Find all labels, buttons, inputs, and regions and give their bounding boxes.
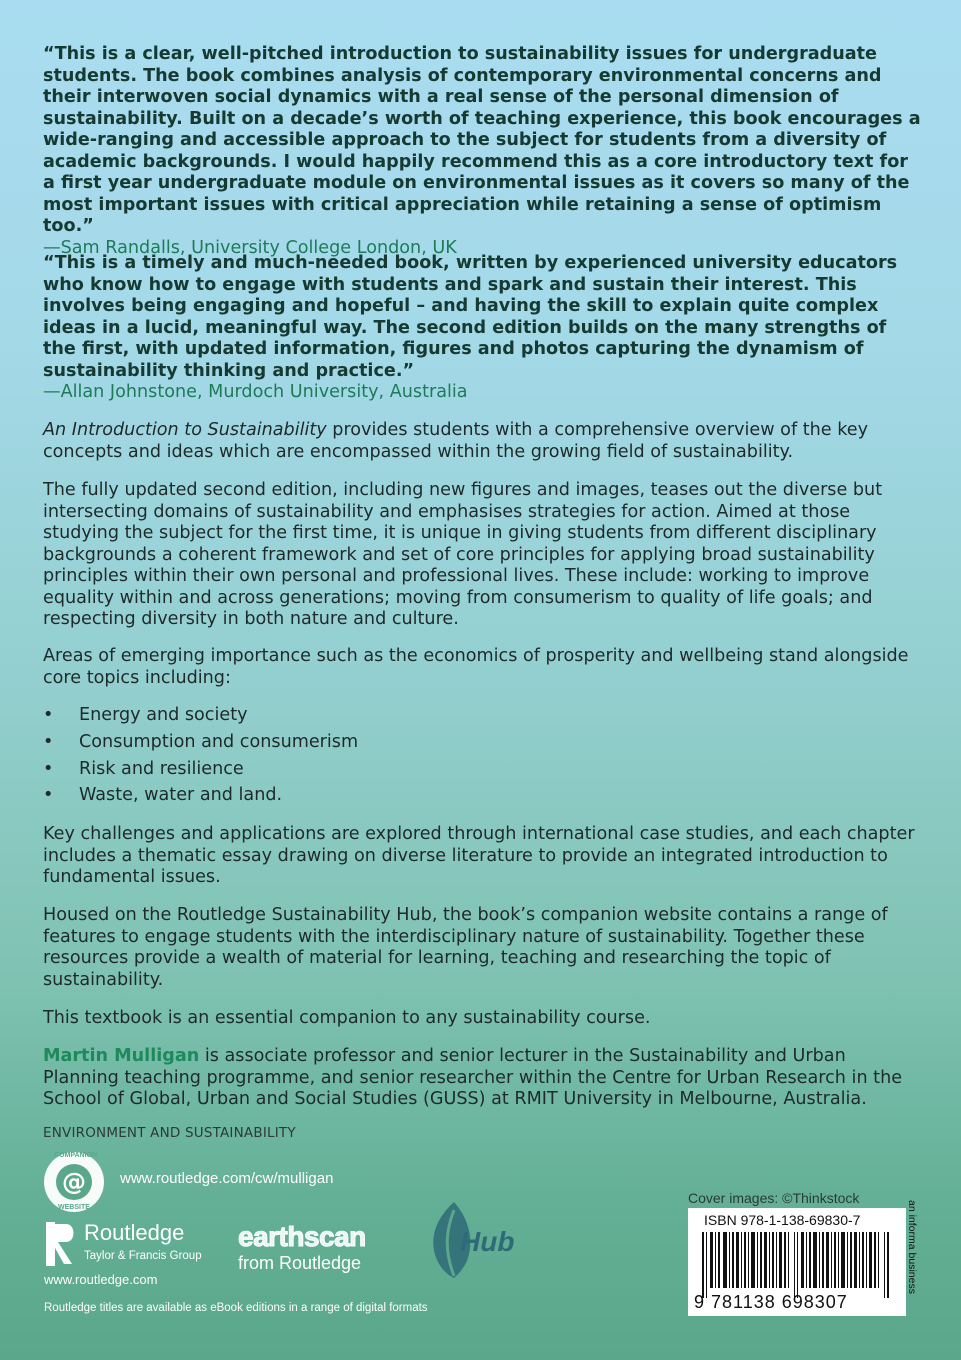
bullet-icon: • <box>43 785 54 806</box>
routledge-url-link[interactable]: www.routledge.com <box>44 1272 158 1287</box>
author-bio-text: is associate professor and senior lecturer in the Sustainability and Urban Planning teaching programme, and senior researcher within the Centre for Urban Research in the School of Global, Urban and Social Studies (GUSS) at RMIT University in Melbourne, Australia. <box>43 1046 903 1109</box>
bullet-icon: • <box>43 731 54 752</box>
essential-companion-paragraph: This textbook is an essential companion to any sustainability course. <box>43 1008 651 1028</box>
barcode-icon <box>698 1232 898 1298</box>
routledge-r-icon <box>44 1222 78 1266</box>
companion-badge-top: COMPANION <box>54 1152 98 1159</box>
hub-label: Hub <box>460 1226 515 1257</box>
quote-1-attribution: —Sam Randalls, University College London, UK <box>43 237 457 258</box>
sustainability-hub-logo <box>424 1200 534 1280</box>
author-bio <box>43 1046 923 1111</box>
earthscan-logo <box>238 1222 398 1280</box>
intro-paragraph <box>43 420 893 463</box>
companion-website-badge <box>42 1150 106 1214</box>
quote-1-text: “This is a clear, well-pitched introduction to sustainability issues for undergraduate students. The book combines analysis of contemporary environmental concerns and their interwoven social dynamics with a real sense of the personal dimension of sustainability. Built on a decade’s worth of teaching experience, this book encourages a wide-ranging and accessible approach to the subject for students from a diversity of academic backgrounds. I would happily recommend this as a core introductory text for a first year undergraduate module on environmental issues as it covers so many of the most important issues with critical appreciation while retaining a sense of optimism too.” <box>43 44 921 236</box>
earthscan-wordmark: earthscan <box>238 1221 366 1252</box>
description-paragraph: The fully updated second edition, including new figures and images, teases out the diverse but intersecting domains of sustainability and emphasises strategies for action. Aimed at those studying the subject for the first time, it is unique in giving students from different disciplinary backgrounds a coherent framework and set of core principles for applying broad sustainability principles within their own personal and professional lives. These include: working to improve equality within and across generations; moving from consumerism to quality of life goals; and respecting diversity in both nature and culture. <box>43 480 883 629</box>
informa-side-label <box>902 1200 922 1320</box>
companion-badge-bottom: WEBSITE <box>58 1204 90 1211</box>
cover-images-credit: Cover images: ©Thinkstock <box>688 1190 860 1206</box>
bullet-icon: • <box>43 758 54 779</box>
informa-text: an informa business <box>906 1200 918 1294</box>
list-item: • Consumption and consumerism <box>43 729 643 756</box>
quote-2-text: “This is a timely and much-needed book, written by experienced university educators who know how to engage with students and spark and sustain their interest. This involves being engaging and hopeful – and having the skill to explain quite complex ideas in a lucid, meaningful way. The second edition builds on the many strengths of the first, with updated information, figures and photos capturing the dynamism of sustainability thinking and practice.” <box>43 253 898 381</box>
quote-2-attribution: —Allan Johnstone, Murdoch University, Australia <box>43 382 468 402</box>
list-item: • Energy and society <box>43 702 643 729</box>
author-name: Martin Mulligan <box>43 1046 200 1066</box>
series-label: ENVIRONMENT AND SUSTAINABILITY <box>43 1125 296 1141</box>
routledge-group: Taylor & Francis Group <box>84 1250 202 1262</box>
topics-list <box>43 702 643 809</box>
bullet-icon: • <box>43 705 54 725</box>
companion-website-paragraph: Housed on the Routledge Sustainability Hub, the book’s companion website contains a range of features to engage students with the interdisciplinary nature of sustainability. Together these resources provide a wealth of material for learning, teaching and researching the topic of sustainability. <box>43 905 888 990</box>
topics-intro-paragraph: Areas of emerging importance such as the economics of prosperity and wellbeing stand alongside core topics including: <box>43 646 909 688</box>
isbn-digits: 9 781138 698307 <box>694 1292 848 1312</box>
review-quote-1 <box>43 44 923 259</box>
ebook-note: Routledge titles are available as eBook editions in a range of digital formats <box>44 1302 428 1314</box>
svg-text:@: @ <box>62 1168 86 1196</box>
review-quote-2 <box>43 253 923 404</box>
list-item: • Waste, water and land. <box>43 782 643 809</box>
isbn-label: ISBN 978-1-138-69830-7 <box>704 1212 861 1228</box>
case-studies-paragraph: Key challenges and applications are explored through international case studies, and each chapter includes a thematic essay drawing on diverse literature to provide an integrated introduction to fundamental issues. <box>43 824 915 887</box>
routledge-name: Routledge <box>84 1220 185 1245</box>
list-item: • Risk and resilience <box>43 756 643 783</box>
book-title: An Introduction to Sustainability <box>43 420 327 440</box>
intro-rest: provides students with a comprehensive overview of the key concepts and ideas which are encompassed within the growing field of sustainability. <box>43 420 868 462</box>
companion-url-link[interactable]: www.routledge.com/cw/mulligan <box>120 1170 334 1187</box>
routledge-logo <box>44 1222 204 1274</box>
isbn-barcode-box <box>688 1208 906 1316</box>
earthscan-from-routledge: from Routledge <box>238 1253 362 1273</box>
